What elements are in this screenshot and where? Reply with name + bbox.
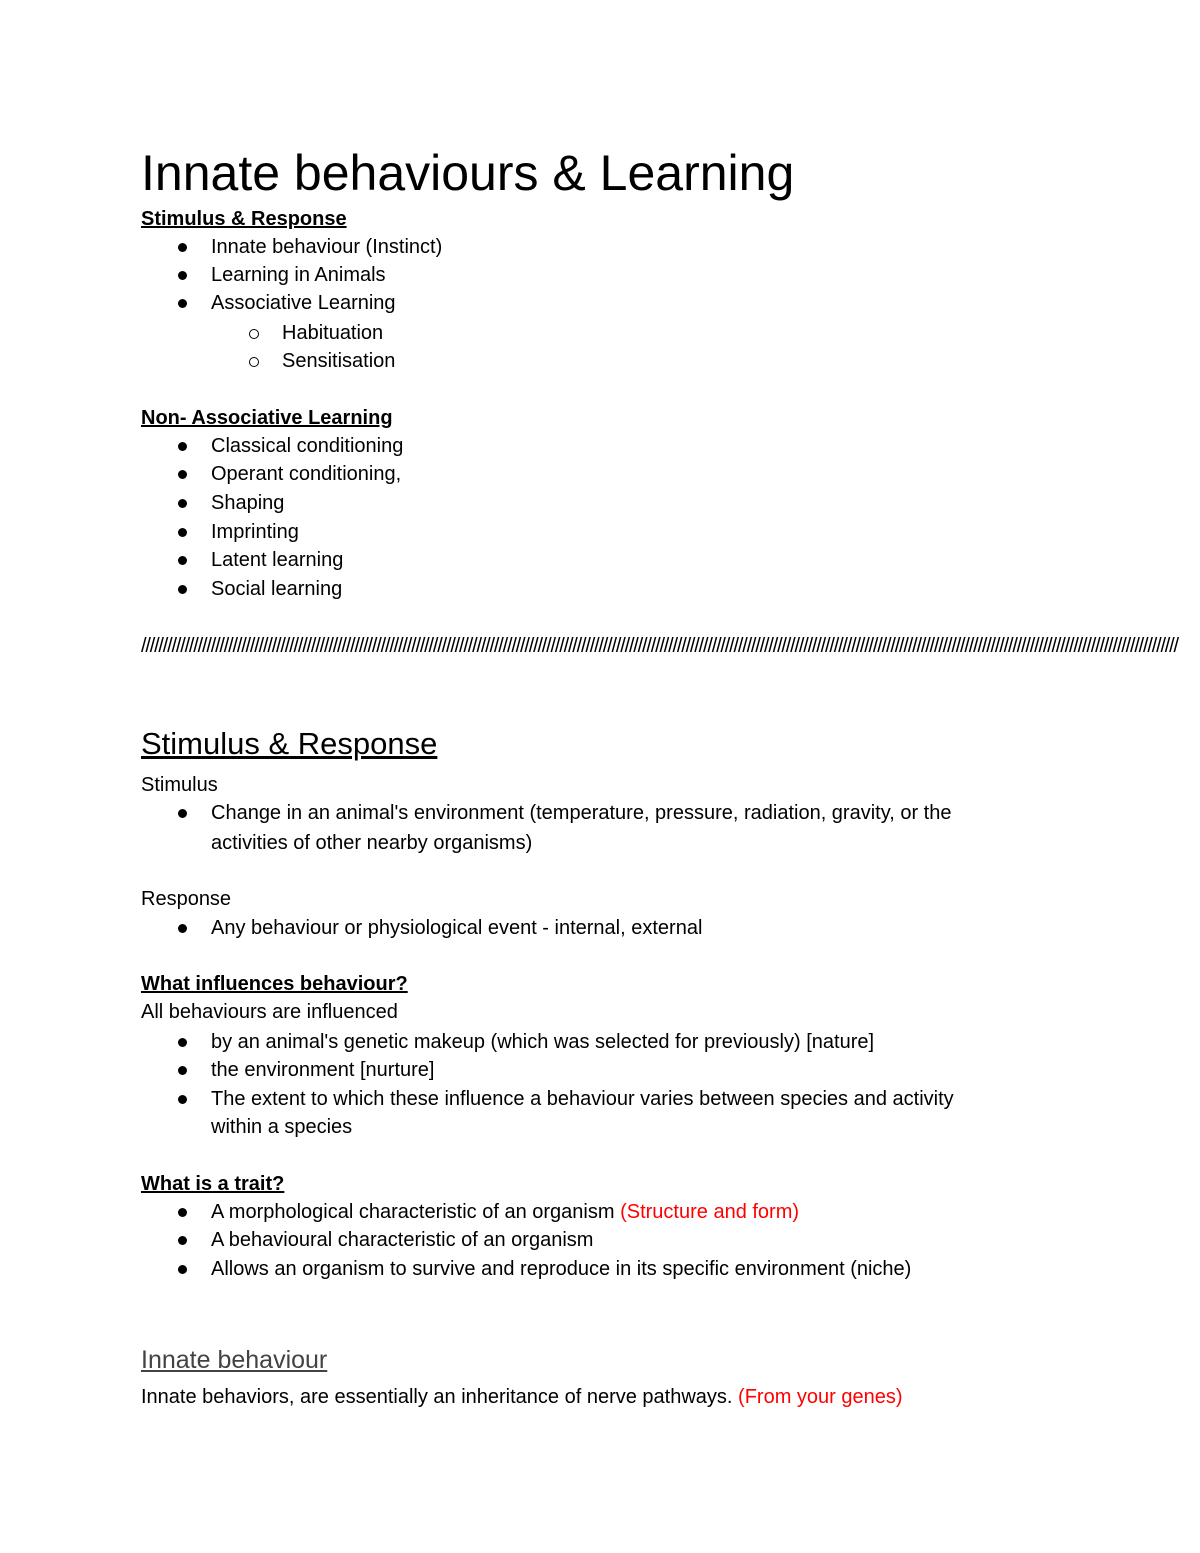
heading-what-influences-behaviour: What influences behaviour?	[141, 973, 408, 995]
section-heading-innate-behaviour: Innate behaviour	[141, 1346, 328, 1374]
bullet-icon	[178, 528, 187, 537]
document-title: Innate behaviours & Learning	[141, 145, 795, 201]
hollow-bullet-icon	[249, 329, 259, 339]
outline-subitem: Habituation	[282, 322, 384, 344]
influences-intro: All behaviours are influenced	[141, 1001, 398, 1023]
influence-item: The extent to which these influence a behaviour varies between species and activity	[211, 1088, 954, 1110]
outline-subitem: Sensitisation	[282, 350, 396, 372]
section-heading-stimulus-response: Stimulus & Response	[141, 726, 438, 761]
bullet-icon	[178, 1038, 187, 1047]
innate-paragraph-text: Innate behaviors, are essentially an inheritance of nerve pathways.	[141, 1386, 739, 1408]
outline-item: Associative Learning	[211, 292, 396, 314]
bullet-icon	[178, 1208, 187, 1217]
trait-item-note: (Structure and form)	[620, 1201, 800, 1223]
stimulus-definition: Change in an animal's environment (temperature, pressure, radiation, gravity, or the	[211, 802, 952, 824]
hollow-bullet-icon	[249, 357, 259, 367]
bullet-icon	[178, 809, 187, 818]
outline-heading-non-associative: Non- Associative Learning	[141, 407, 393, 429]
bullet-icon	[178, 1095, 187, 1104]
outline-item: Learning in Animals	[211, 264, 386, 286]
bullet-icon	[178, 556, 187, 565]
outline-item: Classical conditioning	[211, 435, 404, 457]
heading-what-is-a-trait: What is a trait?	[141, 1173, 285, 1195]
trait-item: A behavioural characteristic of an organism	[211, 1229, 594, 1251]
bullet-icon	[178, 271, 187, 280]
bullet-icon	[178, 1265, 187, 1274]
trait-item: Allows an organism to survive and reproduce in its specific environment (niche)	[211, 1258, 912, 1280]
influence-item-continued: within a species	[211, 1116, 353, 1138]
outline-item: Operant conditioning,	[211, 463, 402, 485]
outline-item: Imprinting	[211, 521, 299, 543]
outline-item: Shaping	[211, 492, 285, 514]
outline-item: Innate behaviour (Instinct)	[211, 236, 443, 258]
stimulus-definition-continued: activities of other nearby organisms)	[211, 832, 533, 854]
bullet-icon	[178, 585, 187, 594]
trait-item-text: A morphological characteristic of an organism	[211, 1201, 621, 1223]
outline-item: Latent learning	[211, 549, 344, 571]
bullet-icon	[178, 499, 187, 508]
trait-item	[211, 1199, 799, 1225]
bullet-icon	[178, 243, 187, 252]
bullet-icon	[178, 299, 187, 308]
stimulus-label: Stimulus	[141, 774, 218, 796]
outline-heading-stimulus-response: Stimulus & Response	[141, 208, 347, 230]
innate-paragraph	[141, 1384, 903, 1410]
innate-paragraph-note: (From your genes)	[738, 1386, 903, 1408]
outline-item: Social learning	[211, 578, 343, 600]
response-label: Response	[141, 888, 232, 910]
influence-item: the environment [nurture]	[211, 1059, 435, 1081]
bullet-icon	[178, 924, 187, 933]
influence-item: by an animal's genetic makeup (which was selected for previously) [nature]	[211, 1031, 875, 1053]
bullet-icon	[178, 470, 187, 479]
bullet-icon	[178, 1066, 187, 1075]
bullet-icon	[178, 442, 187, 451]
slash-divider: //////////////////////////////////////////////////////////////////////////////////////////////////////////////////////////////////////////////////////////////////////////////////////////////////////////////////////////////////////////////	[141, 635, 1178, 657]
response-definition: Any behaviour or physiological event - internal, external	[211, 917, 703, 939]
bullet-icon	[178, 1236, 187, 1245]
